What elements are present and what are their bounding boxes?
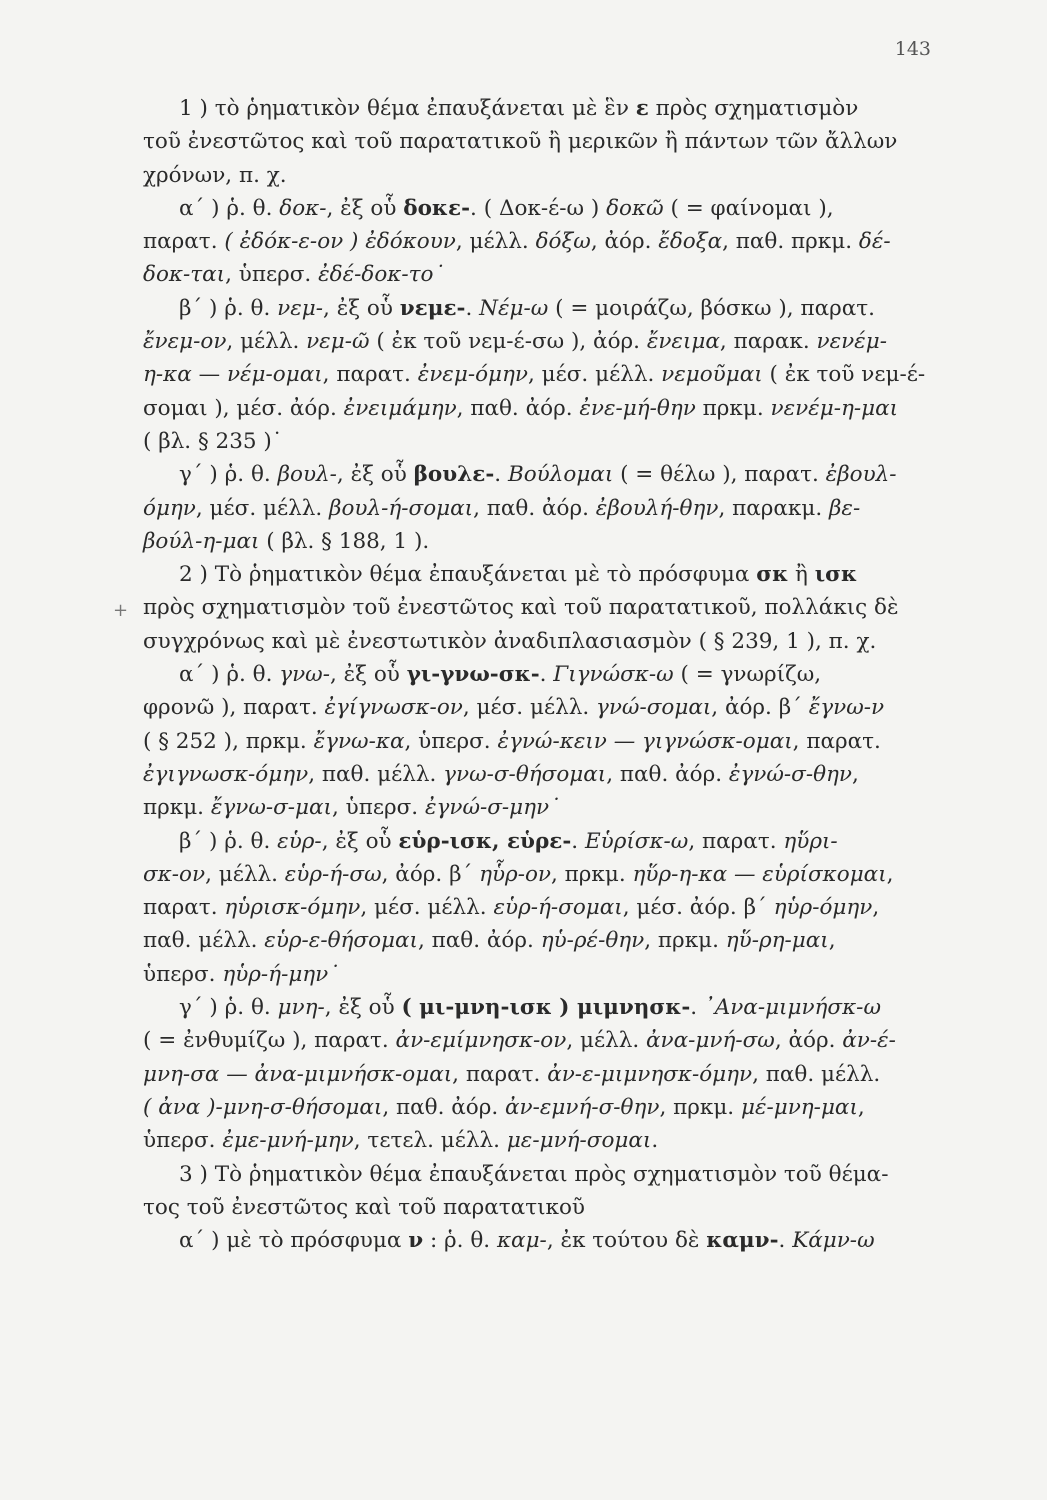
text-line	[143, 1024, 943, 1057]
text-run: παρατ.	[143, 895, 225, 921]
text-run: α΄ ) μὲ τὸ πρόσφυμα	[179, 1228, 409, 1254]
text-run: γ΄ ) ῥ. θ.	[179, 995, 278, 1021]
text-run: καμ-	[496, 1228, 547, 1254]
text-line	[143, 725, 943, 758]
text-line	[143, 658, 943, 691]
text-run: ἀν-εμίμνησκ-ον	[395, 1028, 567, 1054]
text-run: ε	[635, 96, 649, 121]
text-run: .	[539, 662, 554, 688]
text-run: 2 ) Τὸ ῥηματικὸν θέμα ἐπαυξάνεται μὲ τὸ πρόσφυμα	[179, 562, 757, 588]
text-run: Νέμ-ω	[479, 295, 549, 321]
text-run: σκ	[756, 562, 789, 588]
text-run: ( ἐδόκ-ε-ον ) ἐδόκουν	[224, 229, 456, 255]
text-run: , παθ. ἀόρ.	[606, 761, 729, 787]
text-line	[143, 958, 943, 991]
text-run: , ἀόρ.	[590, 229, 659, 255]
text-run: όμην	[143, 495, 196, 521]
text-run: , ἀόρ. β΄	[381, 861, 480, 887]
text-run: μέ-μνη-μαι	[740, 1094, 858, 1120]
text-run: πρκμ.	[143, 795, 211, 821]
text-run: , ἐξ οὗ	[323, 295, 400, 321]
text-run: νενέμ-	[816, 329, 887, 355]
text-run: . ( Δοκ-έ-ω )	[470, 195, 607, 221]
text-run: ( § 252 ), πρκμ.	[143, 728, 314, 754]
text-line	[143, 125, 943, 158]
text-run: , παθ. μέλλ.	[308, 761, 444, 787]
text-line	[143, 591, 943, 624]
text-run: ἀν-ε-μιμνησκ-όμην	[547, 1061, 753, 1087]
text-run: ἀν-εμνή-σ-θην	[505, 1094, 660, 1120]
text-run: ἔδοξα	[658, 229, 723, 255]
text-run: γι-γνω-σκ-	[406, 662, 540, 688]
text-run: γνώ-σομαι	[596, 695, 712, 721]
text-run: ηὑρισκ-όμην	[224, 895, 361, 921]
text-line	[143, 858, 943, 891]
text-run: η-κα	[143, 362, 192, 388]
text-run: τος τοῦ ἐνεστῶτος καὶ τοῦ παρατατικοῦ	[143, 1194, 585, 1220]
text-run: ἐγίγνωσκ-ον	[324, 695, 463, 721]
text-run: πρὸς σχηματισμὸν	[648, 96, 859, 121]
text-run: φρονῶ ), παρατ.	[143, 695, 325, 721]
text-line	[143, 991, 943, 1024]
text-run: δοκ-	[279, 195, 327, 221]
text-line	[143, 325, 943, 358]
text-run: ἐνεμ-όμην	[417, 362, 528, 388]
text-run: ηὗρ-ον	[479, 861, 551, 887]
text-run: νεμε-	[399, 295, 466, 321]
text-run: δοκ-ται	[143, 262, 226, 288]
text-run: ἐγνώ-σ-θην	[728, 761, 852, 787]
text-run: νέμ-ομαι	[226, 362, 323, 388]
text-run: 1 ) τὸ ῥηματικὸν θέμα ἐπαυξάνεται μὲ ἓν	[179, 96, 636, 121]
text-run: μνη-σα — ἀνα-μιμνήσκ-ομαι	[143, 1061, 453, 1087]
text-run: ,	[857, 1094, 865, 1120]
text-run: , μέσ. μέλλ.	[527, 362, 662, 388]
text-run: συγχρόνως καὶ μὲ ἐνεστωτικὸν ἀναδιπλασιασμὸν ( § 239, 1 ), π. χ.	[143, 628, 877, 654]
text-line	[143, 891, 943, 924]
text-run: βουλ-ή-σομαι	[329, 495, 474, 521]
text-line	[143, 358, 943, 391]
text-line	[143, 1191, 943, 1224]
text-run: βουλ-	[277, 462, 337, 488]
text-run: χρόνων, π. χ.	[143, 162, 287, 188]
text-run: ( = φαίνομαι ),	[663, 195, 834, 221]
text-run: ἔγνω-ν	[808, 695, 885, 721]
text-run: ἐβουλή-θην	[595, 495, 719, 521]
text-run: , ὑπερσ.	[225, 262, 319, 288]
text-line	[143, 1224, 943, 1257]
text-line	[143, 425, 943, 458]
text-run: ἐγνώ-κειν — γιγνώσκ-ομαι	[497, 728, 793, 754]
text-line	[143, 292, 943, 325]
text-run: με-μνή-σομαι	[506, 1128, 652, 1154]
text-run: , μέλλ.	[455, 229, 536, 255]
text-run: , παθ. ἀόρ.	[382, 1094, 506, 1120]
text-line	[143, 1091, 943, 1124]
text-run: .	[465, 295, 480, 321]
text-run: ισκ	[814, 562, 858, 588]
text-run: βούλ-η-μαι	[143, 528, 260, 554]
text-run: , τετελ. μέλλ.	[353, 1128, 507, 1154]
text-run: , παρατ.	[792, 728, 881, 754]
text-line	[143, 525, 943, 558]
text-line	[143, 225, 943, 258]
text-run: σομαι ), μέσ. ἀόρ.	[143, 395, 344, 421]
text-run: βε-	[829, 495, 861, 521]
text-line	[143, 1124, 943, 1157]
text-run: , ὑπερσ.	[404, 728, 498, 754]
text-run: νεμ-	[277, 295, 324, 321]
text-run: , παρακμ.	[718, 495, 829, 521]
text-run: , ἐξ οὗ	[336, 462, 414, 488]
text-run: , μέλλ.	[226, 329, 307, 355]
text-run: εὑρ-ισκ, εὑρε-	[398, 828, 572, 854]
text-run: ( = μοιράζω, βόσκω ), παρατ.	[548, 295, 875, 321]
text-line	[143, 691, 943, 724]
text-run: ὑπερσ.	[143, 1128, 223, 1154]
text-run: , μέλλ.	[205, 861, 285, 887]
text-run: β΄ ) ῥ. θ.	[179, 295, 278, 321]
text-run: παρατ.	[143, 229, 225, 255]
text-run: , ἀόρ.	[774, 1028, 843, 1054]
text-run: , μέσ. ἀόρ. β΄	[622, 895, 774, 921]
text-run: .	[690, 995, 704, 1021]
text-run: ( μι-μνη-ισκ ) μιμνησκ-	[401, 995, 691, 1021]
text-run: ν	[408, 1228, 424, 1254]
text-run: , ἐξ οὗ	[329, 662, 407, 688]
text-run: : ῥ. θ.	[423, 1228, 497, 1254]
text-run: , πρκμ.	[644, 928, 726, 954]
text-run: Βούλομαι	[507, 462, 614, 488]
text-run: εὑρ-ή-σομαι	[493, 895, 623, 921]
text-run: δόξω	[535, 229, 591, 255]
text-run: ( = γνωρίζω,	[673, 662, 822, 688]
text-run: ἀν-έ-	[842, 1028, 896, 1054]
margin-mark: +	[113, 600, 129, 621]
text-run: βουλε-	[413, 462, 495, 488]
text-run: , παρατ.	[688, 828, 784, 854]
text-run: , ἐκ τούτου δὲ	[546, 1228, 707, 1254]
text-line	[143, 1058, 943, 1091]
text-run: ( βλ. § 235 )˙	[143, 428, 283, 454]
text-run: ηὑρ-όμην	[773, 895, 873, 921]
text-run: ἐβουλ-	[825, 462, 897, 488]
text-line	[143, 825, 943, 858]
text-line	[143, 92, 943, 125]
text-run: νενέμ-η-μαι	[770, 395, 899, 421]
text-run: μνη-	[277, 995, 325, 1021]
text-run: ( = ἐνθυμίζω ), παρατ.	[143, 1028, 396, 1054]
text-run: ᾿Ανα-μιμνήσκ-ω	[703, 995, 881, 1021]
text-run: ηὕρι-	[783, 828, 838, 854]
text-run: ἐνε-μή-θην	[579, 395, 696, 421]
text-run: δοκῶ	[606, 195, 664, 221]
text-run: ἐνειμάμην	[343, 395, 457, 421]
body-text	[143, 92, 943, 1257]
text-run: α΄ ) ῥ. θ.	[179, 195, 280, 221]
text-run: —	[191, 362, 227, 388]
text-run: ( ἀνα )-μνη-σ-θήσομαι	[143, 1094, 383, 1120]
text-line	[143, 924, 943, 957]
text-run: , μέλλ.	[566, 1028, 647, 1054]
text-run: ηὑ-ρέ-θην	[540, 928, 645, 954]
text-run: , παθ. ἀόρ.	[456, 395, 580, 421]
text-run: δέ-	[858, 229, 891, 255]
text-run: ,	[872, 895, 880, 921]
text-run: σκ-ον	[143, 861, 206, 887]
text-run: πρὸς σχηματισμὸν τοῦ ἐνεστῶτος καὶ τοῦ παρατατικοῦ, πολλάκις δὲ	[143, 595, 899, 621]
text-run: ,	[828, 928, 836, 954]
text-run: , παθ. ἀόρ.	[417, 928, 541, 954]
text-line	[143, 192, 943, 225]
text-run: , μέσ. μέλλ.	[195, 495, 330, 521]
text-run: ηὑρ-ή-μην˙	[222, 961, 340, 987]
text-run: νεμοῦμαι	[661, 362, 763, 388]
text-run: , παθ. μέλλ.	[752, 1061, 881, 1087]
text-line	[143, 392, 943, 425]
text-run: , ἐξ οὗ	[321, 828, 399, 854]
text-line	[143, 258, 943, 291]
text-run: .	[494, 462, 508, 488]
text-run: ὑπερσ.	[143, 961, 223, 987]
text-run: ἐγιγνωσκ-όμην	[143, 761, 309, 787]
text-run: τοῦ ἐνεστῶτος καὶ τοῦ παρατατικοῦ ἢ μερικῶν ἢ πάντων τῶν ἄλλων	[143, 129, 898, 155]
text-run: ἔγνω-σ-μαι	[210, 795, 332, 821]
text-line	[143, 1158, 943, 1191]
text-run: Εὑρίσκ-ω	[584, 828, 689, 854]
text-run: , ἐξ οὗ	[324, 995, 402, 1021]
text-line	[143, 558, 943, 591]
text-line	[143, 159, 943, 192]
text-run: ἐμε-μνή-μην	[222, 1128, 354, 1154]
text-run: , μέσ. μέλλ.	[462, 695, 597, 721]
text-run: 3 ) Τὸ ῥηματικὸν θέμα ἐπαυξάνεται πρὸς σχηματισμὸν τοῦ θέμα-	[179, 1161, 889, 1187]
text-run: ( ἐκ τοῦ νεμ-έ-σω ), ἀόρ.	[369, 329, 647, 355]
text-run: γ΄ ) ῥ. θ.	[179, 462, 278, 488]
text-run: , πρκμ.	[659, 1094, 741, 1120]
text-run: παθ. μέλλ.	[143, 928, 265, 954]
text-run: , ἐξ οὗ	[326, 195, 404, 221]
text-run: .	[571, 828, 585, 854]
text-run: , μέσ. μέλλ.	[360, 895, 494, 921]
text-run: , παρακ.	[719, 329, 817, 355]
text-run: ἔνειμα	[646, 329, 720, 355]
text-run: Γιγνώσκ-ω	[553, 662, 674, 688]
text-run: , παθ. πρκμ.	[722, 229, 859, 255]
text-run: γνω-σ-θήσομαι	[443, 761, 607, 787]
text-run: ἔνεμ-ον	[143, 329, 227, 355]
text-line	[143, 492, 943, 525]
text-line	[143, 625, 943, 658]
text-run: ( ἐκ τοῦ νεμ-έ-	[762, 362, 926, 388]
text-run: α΄ ) ῥ. θ.	[179, 662, 280, 688]
text-run: , πρκμ.	[550, 861, 633, 887]
text-run: εὑρ-ε-θήσομαι	[264, 928, 418, 954]
text-run: , παρατ.	[322, 362, 418, 388]
text-line	[143, 458, 943, 491]
text-run: ηὕρ-η-κα — εὑρίσκομαι	[632, 861, 887, 887]
text-run: εὑρ-ή-σω	[284, 861, 382, 887]
text-run: ηὕ-ρη-μαι	[725, 928, 829, 954]
text-run: ἢ	[788, 562, 815, 588]
text-run: , παθ. ἀόρ.	[473, 495, 596, 521]
text-run: νεμ-ῶ	[306, 329, 370, 355]
text-run: ,	[886, 861, 894, 887]
text-run: ἐδέ-δοκ-το˙	[318, 262, 445, 288]
text-run: ἔγνω-κα	[313, 728, 405, 754]
text-run: πρκμ.	[695, 395, 771, 421]
text-run: , παρατ.	[452, 1061, 548, 1087]
text-run: .	[651, 1128, 659, 1154]
text-run: ἀνα-μνή-σω	[646, 1028, 775, 1054]
text-run: γνω-	[279, 662, 330, 688]
text-run: καμν-	[706, 1228, 779, 1254]
text-run: .	[778, 1228, 793, 1254]
text-run: β΄ ) ῥ. θ.	[179, 828, 278, 854]
text-run: δοκε-	[403, 195, 471, 221]
text-run: Κάμν-ω	[792, 1228, 875, 1254]
text-run: , ἀόρ. β΄	[711, 695, 809, 721]
text-run: ἐγνώ-σ-μην˙	[424, 795, 560, 821]
text-run: ( βλ. § 188, 1 ).	[259, 528, 430, 554]
text-run: ,	[851, 761, 859, 787]
page-number: 143	[894, 38, 931, 60]
text-run: ( = θέλω ), παρατ.	[613, 462, 826, 488]
text-run: , ὑπερσ.	[331, 795, 425, 821]
text-run: εὑρ-	[277, 828, 322, 854]
text-line	[143, 791, 943, 824]
text-line	[143, 758, 943, 791]
